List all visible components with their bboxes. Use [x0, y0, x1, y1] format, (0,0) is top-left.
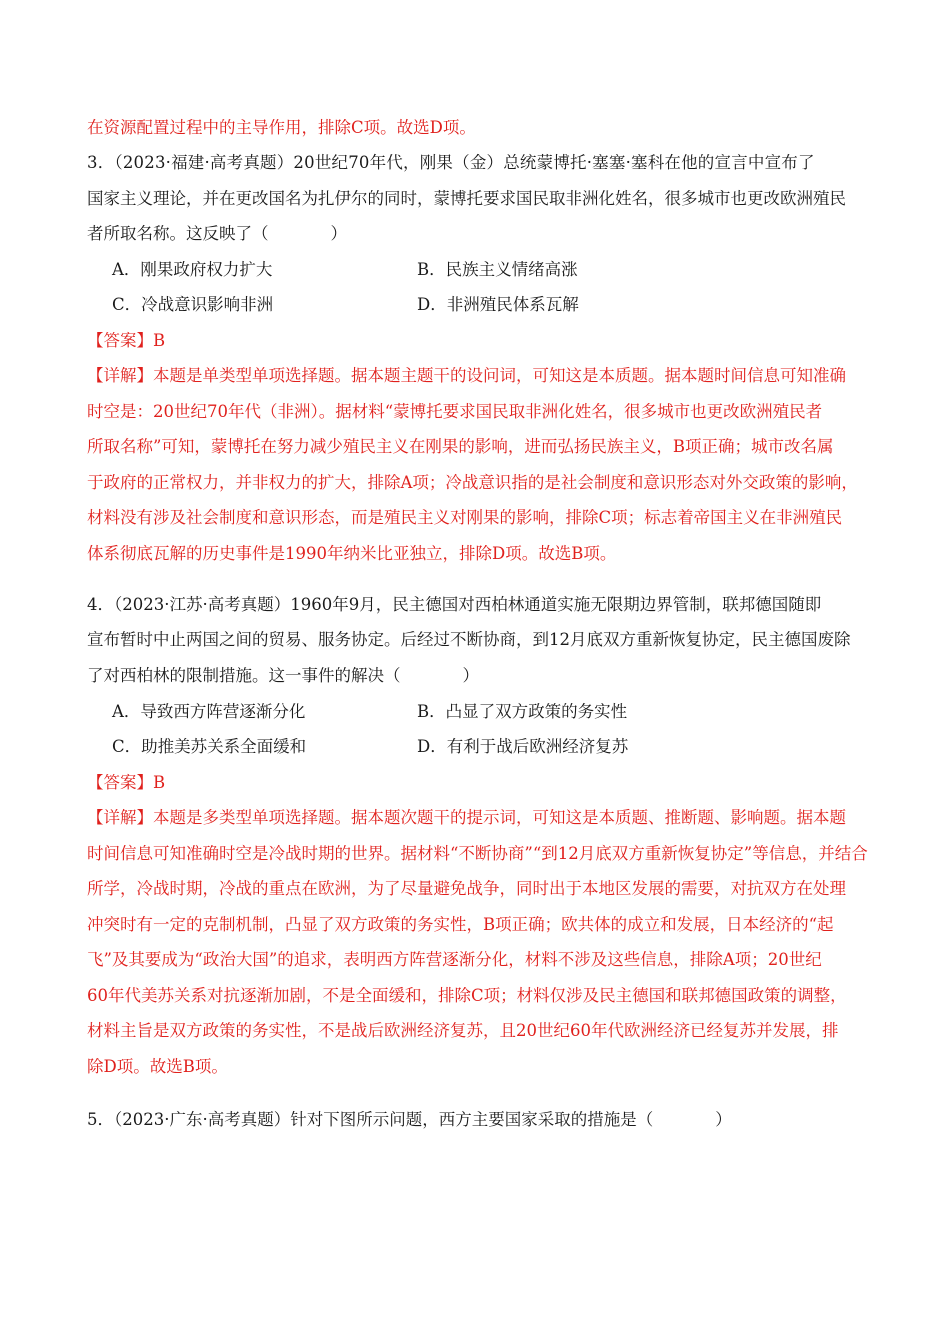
question-stem-line: 国家主义理论，并在更改国名为扎伊尔的同时，蒙博托要求国民取非洲化姓名，很多城市也更改欧洲殖民	[87, 189, 846, 208]
question-stem-line: 宣布暂时中止两国之间的贸易、服务协定。后经过不断协商，到12月底双方重新恢复协定，民主德国废除	[87, 630, 851, 649]
option-c: C．冷战意识影响非洲	[112, 295, 274, 314]
question-stem-line: 4．（2023·江苏·高考真题）1960年9月，民主德国对西柏林通道实施无限期边界管制，联邦德国随即	[87, 595, 822, 614]
option-d: D．有利于战后欧洲经济复苏	[417, 737, 629, 756]
explanation-line: 所学，冷战时期，冷战的重点在欧洲，为了尽量避免战争，同时出于本地区发展的需要，对抗双方在处理	[87, 879, 846, 898]
question-stem-line: 5．（2023·广东·高考真题）针对下图所示问题，西方主要国家采取的措施是（ ）	[87, 1110, 732, 1129]
explanation-line: 时空是：20世纪70年代（非洲）。据材料“蒙博托要求国民取非洲化姓名，很多城市也更改欧洲殖民者	[87, 402, 823, 421]
answer: 【答案】B	[87, 331, 166, 350]
explanation-line: 体系彻底瓦解的历史事件是1990年纳米比亚独立，排除D项。故选B项。	[87, 544, 617, 563]
prev-explanation-tail: 在资源配置过程中的主导作用，排除C项。故选D项。	[87, 118, 476, 137]
explanation-line: 【详解】本题是多类型单项选择题。据本题次题干的提示词，可知这是本质题、推断题、影响题。据本题	[87, 808, 846, 827]
explanation-line: 材料没有涉及社会制度和意识形态，而是殖民主义对刚果的影响，排除C项；标志着帝国主义在非洲殖民	[87, 508, 843, 527]
question-stem-line: 者所取名称。这反映了（ ）	[87, 224, 347, 243]
question-stem-line: 3．（2023·福建·高考真题）20世纪70年代，刚果（金）总统蒙博托·塞塞·塞科在他的宣言中宣布了	[87, 153, 815, 172]
explanation-line: 飞”及其要成为“政治大国”的追求，表明西方阵营逐渐分化，材料不涉及这些信息，排除A项；20世纪	[87, 950, 822, 969]
option-b: B．民族主义情绪高涨	[417, 260, 578, 279]
explanation-line: 60年代美苏关系对抗逐渐加剧，不是全面缓和，排除C项；材料仅涉及民主德国和联邦德国政策的调整，	[87, 986, 847, 1005]
option-a: A．导致西方阵营逐渐分化	[112, 702, 306, 721]
option-d: D．非洲殖民体系瓦解	[417, 295, 579, 314]
explanation-line: 于政府的正常权力，并非权力的扩大，排除A项；冷战意识指的是社会制度和意识形态对外交政策的影响，	[87, 473, 858, 492]
explanation-line: 材料主旨是双方政策的务实性，不是战后欧洲经济复苏，且20世纪60年代欧洲经济已经复苏并发展，排	[87, 1021, 839, 1040]
explanation-line: 【详解】本题是单类型单项选择题。据本题主题干的设问词，可知这是本质题。据本题时间信息可知准确	[87, 366, 846, 385]
question-stem-line: 了对西柏林的限制措施。这一事件的解决（ ）	[87, 666, 479, 685]
explanation-line: 冲突时有一定的克制机制，凸显了双方政策的务实性，B项正确；欧共体的成立和发展，日本经济的“起	[87, 915, 834, 934]
option-c: C．助推美苏关系全面缓和	[112, 737, 307, 756]
explanation-line: 除D项。故选B项。	[87, 1057, 228, 1076]
option-a: A．刚果政府权力扩大	[112, 260, 273, 279]
answer: 【答案】B	[87, 773, 166, 792]
explanation-line: 所取名称”可知，蒙博托在努力减少殖民主义在刚果的影响，进而弘扬民族主义，B项正确；城市改名属	[87, 437, 834, 456]
option-b: B．凸显了双方政策的务实性	[417, 702, 628, 721]
explanation-line: 时间信息可知准确时空是冷战时期的世界。据材料“不断协商”“到12月底双方重新恢复协定”等信息，并结合	[87, 844, 868, 863]
